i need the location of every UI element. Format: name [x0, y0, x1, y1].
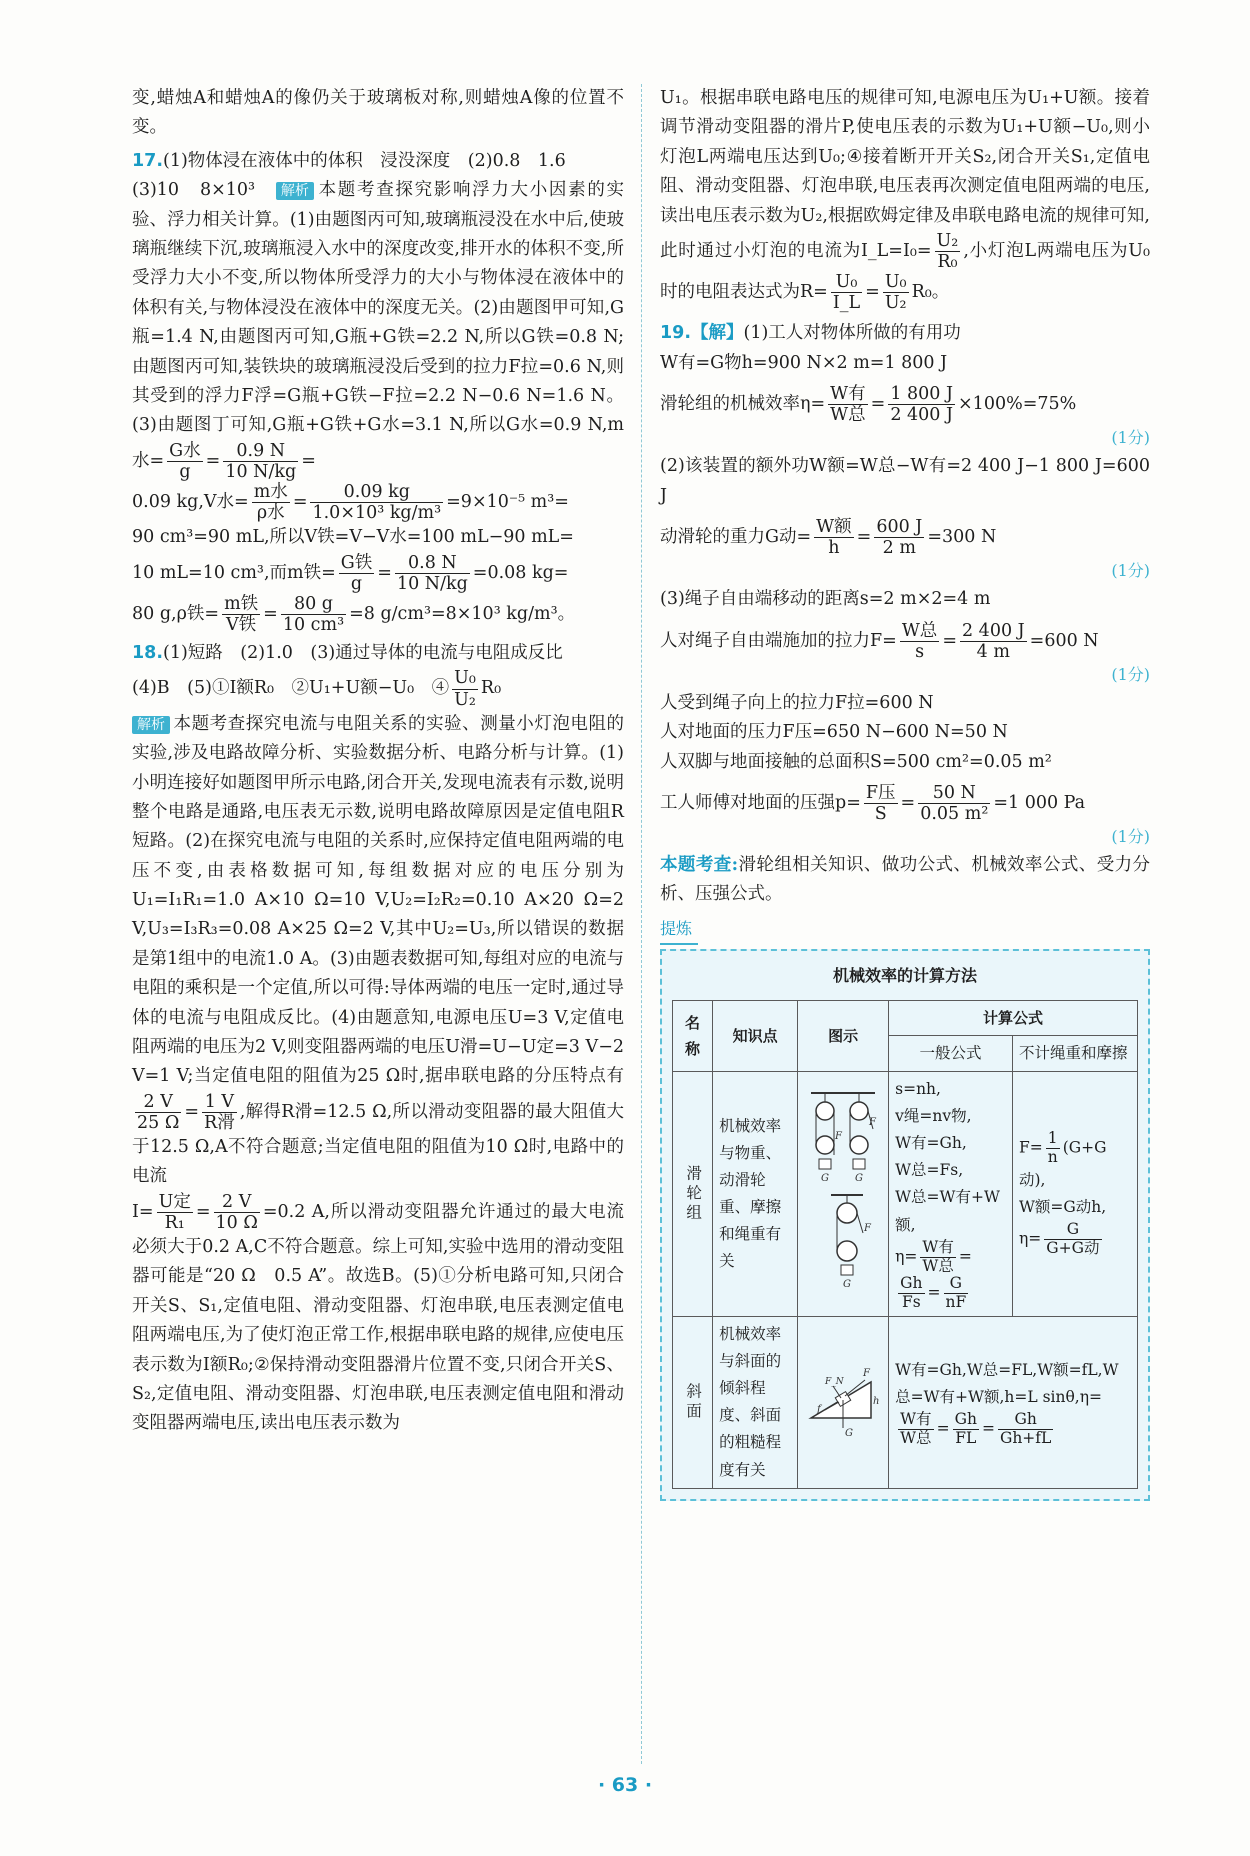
score-mark: (1分)	[1111, 664, 1150, 684]
efficiency-table	[672, 1000, 1138, 1489]
pulley-diagram-icon	[807, 1089, 879, 1289]
incline-h-label: h	[873, 1395, 880, 1407]
exam-points: 本题考查:滑轮组相关知识、做功公式、机械效率公式、受力分析、压强公式。	[660, 855, 1151, 905]
table-row-pulley	[673, 1071, 1138, 1316]
q19-line: 人双脚与地面接触的总面积S=500 cm²=0.05 m²	[660, 751, 1052, 772]
page-number: · 63 ·	[597, 1774, 653, 1796]
q17-answer: 17.(1)物体浸在液体中的体积 浸没深度 (2)0.8 1.6	[132, 150, 566, 171]
pulley-f-label: F	[835, 1131, 843, 1143]
q19-line: (3)绳子自由端移动的距离s=2 m×2=4 m	[660, 589, 991, 610]
q18-line: I= $\frac{\text{U定}}{\text{R₁}}$ = $\frac{2 V}{10 \Omega}$ =0.2 A,所以滑动变阻器允许通过的最大电流必须大于0.2 A,C不符合题意。综上可知,实验中选用的滑动变阻器可能是“20 Ω 0.5 A”。故选B。(5)①分析电路可知,只闭合开关S、S₁,定值电阻、滑动变阻器、灯泡串联,电压表测定值电阻两端电压,为了使灯泡正常工作,根据串联电路的规律,应使电压表示数为I额R₀;②保持滑动变阻器滑片位置不变,只闭合开关S、S₂,定值电阻、滑动变阻器、灯泡串联,电压表测定值电阻和滑动变阻器两端电压,读出电压表示数为	[132, 1191, 624, 1434]
q17-answer-2: (3)10 8×10³ 解析 本题考查探究影响浮力大小因素的实验、浮力相关计算。(1)由题图丙可知,玻璃瓶浸没在水中后,使玻璃瓶继续下沉,玻璃瓶浸入水中的深度改变,排开水的体积不变,所受浮力大小不变,所以物体所受浮力的大小与物体浸在液体中的体积有关,与物体浸没在液体中的深度无关。(2)由题图甲可知,G瓶=1.4 N,由题图丙可知,G瓶+G铁=2.2 N,所以G铁=0.8 N;由题图丙可知,装铁块的玻璃瓶浸没后受到的拉力F拉=0.6 N,则其受到的浮力F浮=G瓶+G铁−F拉=2.2 N−0.6 N=1.6 N。(3)由题图丁可知,G瓶+G铁+G水=3.1 N,所以G水=0.9 N,m水= $\frac{\text{G水}}{g}$ = $\frac{0.9 N}{10 N/kg}$ =	[132, 180, 625, 482]
q17-line: 10 mL=10 cm³,而m铁= $\frac{\text{G铁}}{g}$ = $\frac{0.8 N}{10 N/kg}$ =0.08 kg=	[132, 552, 569, 594]
column-divider	[641, 84, 642, 1764]
header-knowledge: 知识点	[713, 1000, 798, 1071]
fraction: $\frac{\text{W有}}{\text{W总}}$	[922, 1237, 954, 1275]
fraction: $\frac{\text{U₀}}{\text{U₂}}$	[454, 668, 476, 710]
row-ideal-pulley: F= $\frac{1}{n}$ (G+G动), W额=G动h, η= $\frac{G}{\text{G+G动}}$	[1013, 1071, 1138, 1316]
header-ideal: 不计绳重和摩擦	[1013, 1035, 1138, 1071]
fraction: $\frac{80 g}{\text{10 cm³}}$	[282, 593, 345, 635]
fraction: $\frac{600 J}{2 m}$	[876, 517, 923, 559]
question-18	[132, 639, 624, 1439]
analysis-tag: 解析	[276, 182, 314, 200]
fraction: $\frac{2 V}{10 \Omega}$	[215, 1191, 258, 1233]
fraction: $\frac{\text{m水}}{\text{ρ水}}$	[253, 481, 288, 524]
q17-line: 0.09 kg,V水= $\frac{\text{m水}}{\text{ρ水}}$ = $\frac{0.09 kg}{\text{1.0×10³ kg/m³}}$ =9×10⁻⁵ m³=	[132, 481, 569, 524]
fraction: $\frac{\text{U₀}}{I\_L}$	[832, 272, 861, 314]
pulley-g-label: G	[843, 1279, 852, 1290]
fraction: $\frac{\text{m铁}}{\text{V铁}}$	[224, 593, 259, 635]
pulley-f-label: F	[864, 1223, 872, 1235]
table-row-incline	[673, 1316, 1138, 1488]
q18-answer: 18.(1)短路 (2)1.0 (3)通过导体的电流与电阻成反比	[132, 643, 563, 664]
analysis-tag: 解析	[132, 716, 170, 734]
fraction: $\frac{1 V}{\text{R滑}}$	[204, 1091, 235, 1133]
score-mark: (1分)	[1111, 561, 1150, 581]
fraction: $\frac{Gh}{Gh+fL}$	[999, 1410, 1052, 1447]
header-general: 一般公式	[889, 1035, 1013, 1071]
left-column	[132, 84, 624, 1439]
fraction: $\frac{\text{W有}}{\text{W总}}$	[830, 384, 866, 426]
fraction: $\frac{\text{G铁}}{g}$	[340, 552, 373, 594]
fraction: $\frac{Gh}{Fs}$	[900, 1274, 923, 1312]
fraction: $\frac{\text{W有}}{\text{W总}}$	[900, 1410, 932, 1447]
fraction: $\frac{1}{n}$	[1047, 1129, 1058, 1167]
pulley-f-label: F	[869, 1117, 877, 1129]
fraction: $\frac{Gh}{FL}$	[954, 1410, 977, 1447]
tips-box	[660, 949, 1150, 1501]
q19-line: 人对地面的压力F压=650 N−600 N=50 N	[660, 722, 1008, 743]
q18-continuation: U₁。根据串联电路电压的规律可知,电源电压为U₁+U额。接着调节滑动变阻器的滑片P,使电压表的示数为U₁+U额−U₀,则小灯泡L两端电压达到U₀;④接着断开开关S₂,闭合开关S₁,定值电阻、滑动变阻器、灯泡串联,电压表再次测定值电阻两端的电压,读出电压表示数为U₂,根据欧姆定律及串联电路电流的规律可知,此时通过小灯泡的电流为I_L=I₀= $\frac{\text{U₂}}{\text{R₀}}$ ,小灯泡L两端电压为U₀时的电阻表达式为R= $\frac{\text{U₀}}{I\_L}$ = $\frac{\text{U₀}}{\text{U₂}}$ R₀。	[660, 88, 1150, 314]
question-17	[132, 147, 624, 635]
row-formula-incline: W有=Gh,W总=FL,W额=fL,W总=W有+W额,h=L sinθ,η= $\frac{\text{W有}}{\text{W总}}$ = $\frac{Gh}{FL}$ = $\frac{Gh}{Gh+fL}$	[889, 1316, 1138, 1488]
continuation-text: 变,蜡烛A和蜡烛A的像仍关于玻璃板对称,则蜡烛A像的位置不变。	[132, 88, 624, 138]
pulley-figure	[798, 1071, 889, 1316]
incline-friction-label: f	[817, 1403, 821, 1415]
q18-analysis: 解析 本题考查探究电流与电阻关系的实验、测量小灯泡电阻的实验,涉及电路故障分析、实验数据分析、电路分析与计算。(1)小明连接好如题图甲所示电路,闭合开关,发现电流表有示数,说明整个电路是通路,电压表无示数,说明电路故障原因是定值电阻R短路。(2)在探究电流与电阻的关系时,应保持定值电阻两端的电压不变,由表格数据可知,每组数据对应的电压分别为U₁=I₁R₁=1.0 A×10 Ω=10 V,U₂=I₂R₂=0.10 A×20 Ω=2 V,U₃=I₃R₃=0.08 A×25 Ω=2 V,其中U₂=U₃,所以错误的数据是第1组中的电流1.0 A。(3)由题表数据可知,每组对应的电流与电阻的乘积是一个定值,所以可得:导体两端的电压一定时,通过导体的电流与电阻成反比。(4)由题意知,电源电压U=3 V,定值电阻两端的电压为2 V,则变阻器两端的电压U滑=U−U定=3 V−2 V=1 V;当定值电阻的阻值为25 Ω时,据串联电路的分压特点有 $\frac{2 V}{25 \Omega}$ = $\frac{1 V}{\text{R滑}}$ ,解得R滑=12.5 Ω,所以滑动变阻器的最大阻值大于12.5 Ω,A不符合题意;当定值电阻的阻值为10 Ω时,电路中的电流	[132, 713, 624, 1187]
q19-line: 人受到绳子向上的拉力F拉=600 N	[660, 692, 934, 713]
question-19	[660, 319, 1150, 909]
header-formula: 计算公式	[889, 1000, 1138, 1035]
incline-diagram-icon	[807, 1358, 879, 1438]
fraction: $\frac{\text{W总}}{s}$	[901, 620, 938, 662]
q19-line: W有=G物h=900 N×2 m=1 800 J	[660, 352, 948, 373]
fraction: $\frac{G}{nF}$	[945, 1274, 967, 1312]
q19-line: (2)该装置的额外功W额=W总−W有=2 400 J−1 800 J=600 J	[660, 456, 1150, 506]
fraction: $\frac{\text{W额}}{h}$	[816, 517, 852, 559]
q17-line: 80 g,ρ铁= $\frac{\text{m铁}}{\text{V铁}}$ = $\frac{80 g}{\text{10 cm³}}$ =8 g/cm³=8×10³ kg/m³。	[132, 593, 576, 635]
incline-fn-label: F_N	[825, 1376, 844, 1387]
incline-g-label: G	[845, 1427, 854, 1438]
row-knowledge-pulley: 机械效率与物重、动滑轮重、摩擦和绳重有关	[713, 1071, 798, 1316]
right-column	[660, 84, 1150, 1501]
score-mark: (1分)	[1111, 428, 1150, 448]
table-header-row	[673, 1000, 1138, 1035]
fraction: $\frac{\text{U定}}{\text{R₁}}$	[158, 1191, 191, 1233]
fraction: $\frac{\text{F压}}{S}$	[865, 782, 896, 825]
fraction: $\frac{2 V}{25 \Omega}$	[137, 1091, 180, 1133]
q19-line: 工人师傅对地面的压强p= $\frac{\text{F压}}{S}$ = $\frac{50 N}{\text{0.05 m²}}$ =1 000 Pa	[660, 782, 1086, 825]
incline-figure	[798, 1316, 889, 1488]
score-mark: (1分)	[1111, 827, 1150, 847]
pulley-g-label: G	[855, 1173, 864, 1185]
q19-line: 动滑轮的重力G动= $\frac{\text{W额}}{h}$ = $\frac{600 J}{2 m}$ =300 N	[660, 517, 997, 559]
row-knowledge-incline: 机械效率与斜面的倾斜程度、斜面的粗糙程度有关	[713, 1316, 798, 1488]
row-name-pulley: 滑轮组	[673, 1071, 713, 1316]
tips-title: 机械效率的计算方法	[832, 965, 977, 985]
fraction: $\frac{G}{\text{G+G动}}$	[1046, 1220, 1100, 1257]
q18-answer-2: (4)B (5)①I额R₀ ②U₁+U额−U₀ ④ $\frac{\text{U₀}}{\text{U₂}}$ R₀	[132, 668, 502, 710]
fraction: $\frac{0.8 N}{10 N/kg}$	[396, 552, 468, 594]
row-name-incline: 斜面	[673, 1316, 713, 1488]
incline-f-label: F	[863, 1367, 871, 1379]
fraction: $\frac{0.9 N}{10 N/kg}$	[225, 440, 297, 482]
pulley-g-label: G	[821, 1173, 830, 1185]
fraction: $\frac{0.09 kg}{\text{1.0×10³ kg/m³}}$	[312, 481, 442, 524]
row-general-pulley: s=nh, v绳=nv物, W有=Gh, W总=Fs, W总=W有+W额, η= $\frac{\text{W有}}{\text{W总}}$ = $\frac{Gh}{Fs}$ = $\frac{G}{nF}$	[889, 1071, 1013, 1316]
q19-line: 19.【解】(1)工人对物体所做的有用功	[660, 323, 961, 344]
tips-label: 提炼	[660, 916, 698, 945]
q19-line: 人对绳子自由端施加的拉力F= $\frac{\text{W总}}{s}$ = $\frac{2 400 J}{4 m}$ =600 N	[660, 620, 1099, 662]
q17-line: 90 cm³=90 mL,所以V铁=V−V水=100 mL−90 mL=	[132, 527, 574, 548]
fraction: $\frac{50 N}{\text{0.05 m²}}$	[920, 782, 989, 825]
header-figure: 图示	[798, 1000, 889, 1071]
header-name: 名称	[673, 1000, 713, 1071]
fraction: $\frac{\text{U₀}}{\text{U₂}}$	[884, 272, 907, 314]
fraction: $\frac{1 800 J}{2 400 J}$	[890, 384, 954, 426]
fraction: $\frac{\text{G水}}{g}$	[169, 440, 201, 482]
fraction: $\frac{\text{U₂}}{\text{R₀}}$	[936, 230, 959, 273]
q19-line: 滑轮组的机械效率η= $\frac{\text{W有}}{\text{W总}}$ = $\frac{1 800 J}{2 400 J}$ ×100%=75%	[660, 384, 1077, 426]
fraction: $\frac{2 400 J}{4 m}$	[961, 620, 1025, 662]
